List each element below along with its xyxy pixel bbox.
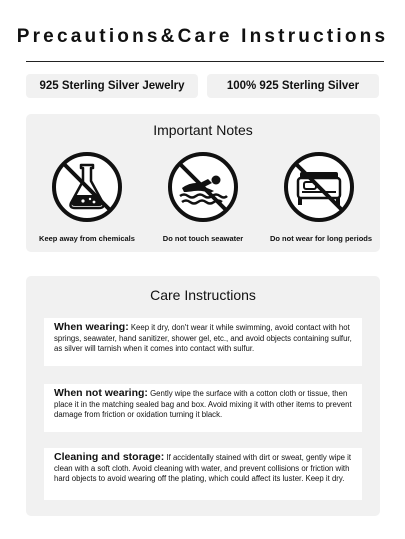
note-caption-seawater: Do not touch seawater — [162, 234, 244, 243]
note-caption-long-periods: Do not wear for long periods — [269, 234, 373, 243]
care-text: If accidentally stained with dirt or sweat, gently wipe it clean with a soft cloth. Avoid cleaning with water, and prevent collisions or friction with hard objects to avoid wearing off the plating, which could affect its luster. Keep it dry. — [54, 453, 352, 484]
care-text: Gently wipe the surface with a cotton cloth or tissue, then place it in the matching sealed bag and box. Avoid mixing it with other items to prevent damage from friction or oxidation turning it black. — [54, 389, 352, 420]
title-divider — [26, 61, 384, 62]
care-term-separator: : — [144, 387, 148, 399]
no-chemicals-icon — [50, 150, 124, 224]
important-notes-panel — [26, 114, 380, 252]
important-notes-heading: Important Notes — [153, 122, 253, 138]
care-term: When wearing — [54, 321, 126, 333]
care-item-not-wearing — [44, 384, 362, 432]
page-title: Precautions&Care Instructions — [16, 26, 389, 47]
care-term: Cleaning and storage — [54, 451, 161, 463]
note-caption-chemicals: Keep away from chemicals — [39, 234, 135, 243]
care-term: When not wearing — [54, 387, 145, 399]
no-swimming-icon — [166, 150, 240, 224]
care-term-separator: : — [125, 321, 129, 333]
no-sleeping-icon — [282, 150, 356, 224]
care-instructions-heading: Care Instructions — [150, 287, 256, 303]
care-text: Keep it dry, don't wear it while swimming, avoid contact with hot springs, seawater, hand sanitizer, shower gel, etc., and avoid objects containing sulfur, as silver will tarnish when it comes into contact with sulfur. — [54, 323, 352, 354]
care-item-wearing — [44, 318, 362, 366]
care-item-cleaning — [44, 448, 362, 500]
purity-badge: 100% 925 Sterling Silver — [207, 74, 379, 98]
care-instructions-panel — [26, 276, 380, 516]
material-badge: 925 Sterling Silver Jewelry — [26, 74, 198, 98]
care-term-separator: : — [160, 451, 165, 463]
